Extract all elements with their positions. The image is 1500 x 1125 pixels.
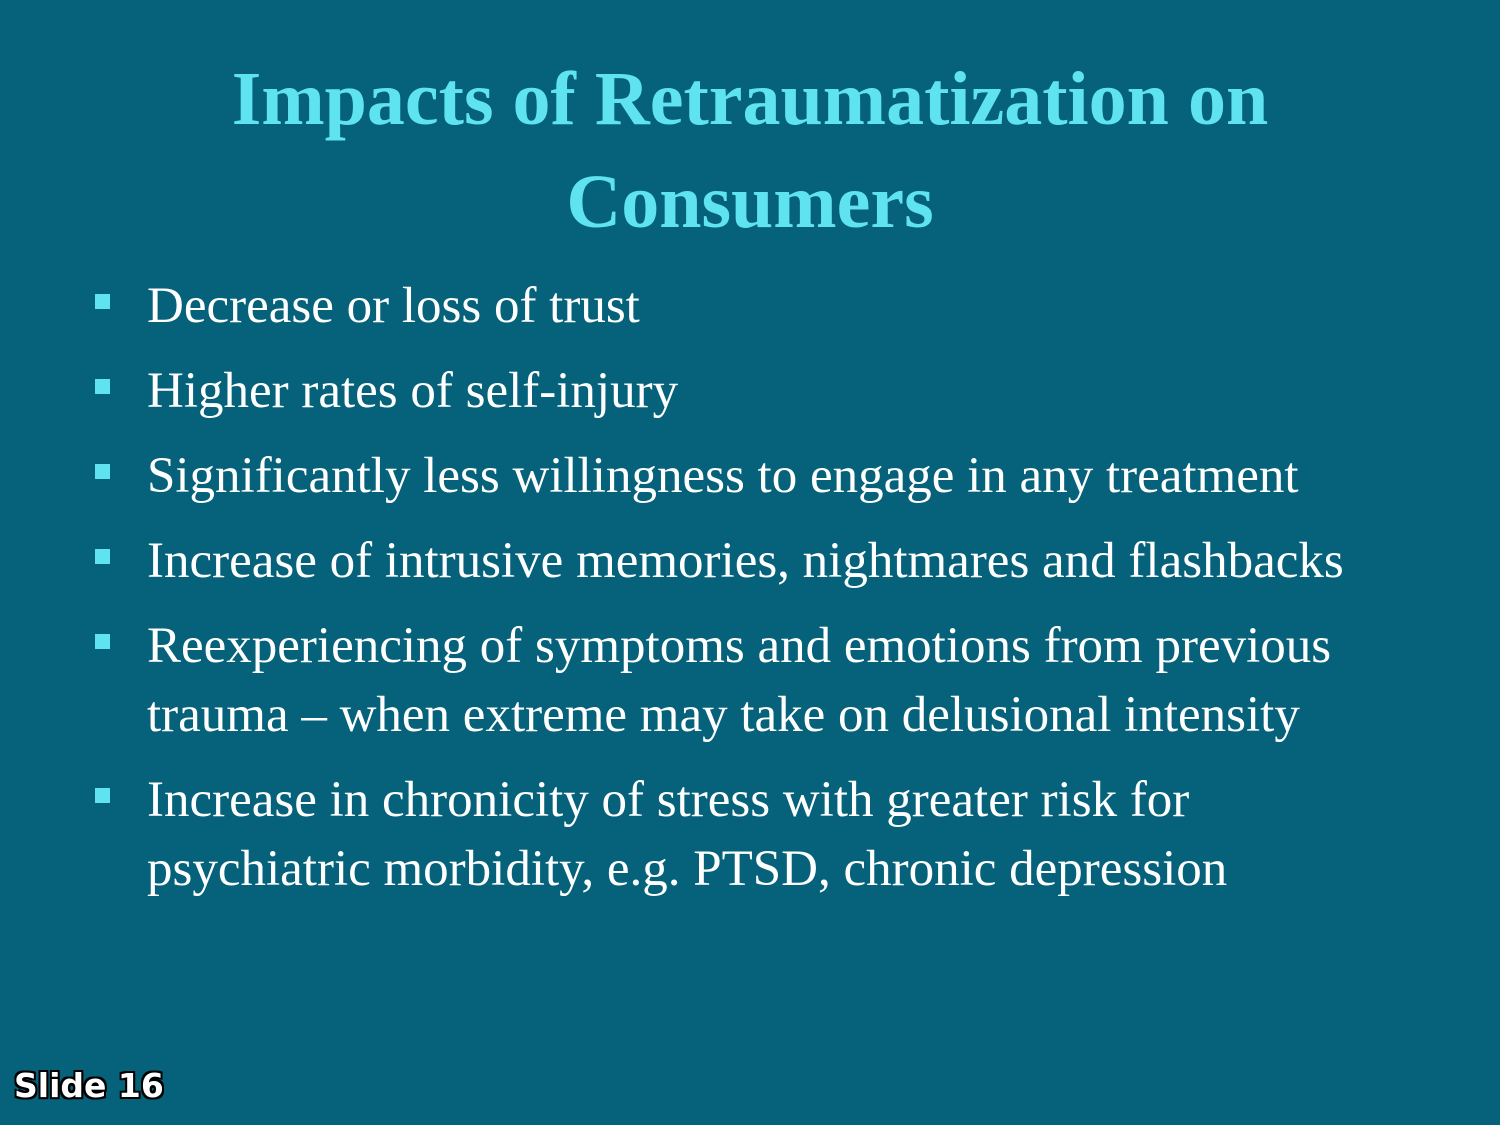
bullet-text: Significantly less willingness to engage in any treatment — [147, 448, 1299, 504]
slide-title-line-1: Impacts of Retraumatization on — [231, 57, 1269, 141]
bullet-item — [92, 527, 1422, 596]
bullet-text: Increase of intrusive memories, nightmares and flashbacks — [147, 533, 1344, 589]
slide-title-line-2: Consumers — [566, 160, 934, 244]
square-bullet-icon — [95, 464, 110, 479]
bullet-item — [92, 612, 1422, 750]
bullet-text: Higher rates of self-injury — [147, 363, 679, 419]
bullet-list — [92, 272, 1422, 920]
bullet-item — [92, 442, 1422, 511]
bullet-text: Decrease or loss of trust — [147, 278, 640, 334]
bullet-item — [92, 766, 1422, 904]
square-bullet-icon — [95, 634, 110, 649]
square-bullet-icon — [95, 788, 110, 803]
slide-title — [0, 48, 1500, 254]
bullet-item — [92, 272, 1422, 341]
square-bullet-icon — [95, 549, 110, 564]
bullet-item — [92, 357, 1422, 426]
square-bullet-icon — [95, 294, 110, 309]
bullet-text: Reexperiencing of symptoms and emotions from previous trauma – when extreme may take on delusional intensity — [147, 618, 1332, 743]
bullet-text: Increase in chronicity of stress with greater risk for psychiatric morbidity, e.g. PTSD, chronic depression — [147, 772, 1228, 897]
square-bullet-icon — [95, 379, 110, 394]
slide-number: Slide 16 — [14, 1066, 164, 1105]
